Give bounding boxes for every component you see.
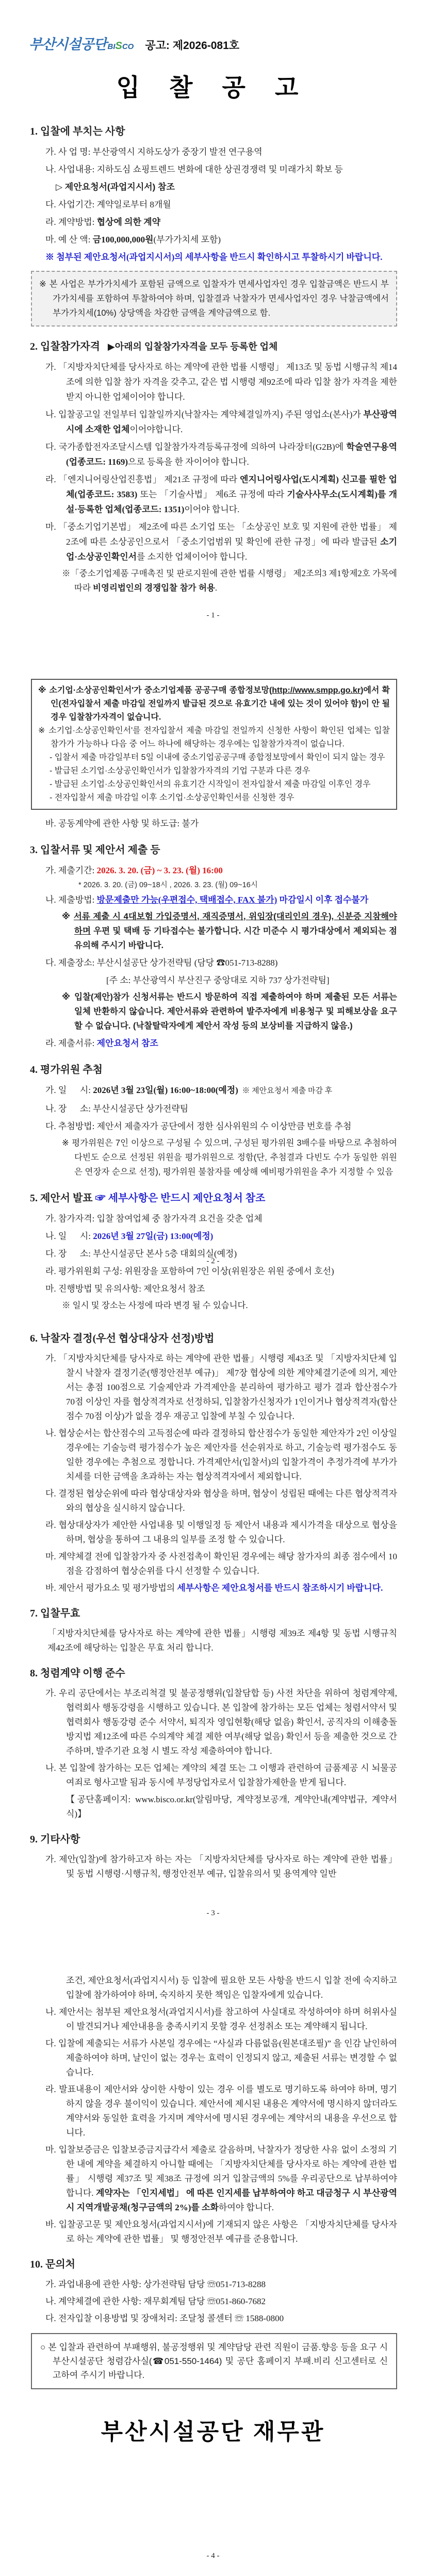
s2-heading-text: 2. 입찰참가자격 bbox=[30, 341, 100, 352]
s2-item-d bbox=[29, 472, 397, 517]
s6-item-d: 라. 협상대상자가 제안한 사업내용 및 이행일정 등 제안서 내용과 제시가격을 대상으로 협상을 하며, 협상을 통하여 그 내용의 일부를 조정 할 수 있습니다. bbox=[45, 1520, 397, 1544]
notice-number: 공고: 제2026-081호 bbox=[145, 40, 240, 52]
page-4 bbox=[0, 1974, 426, 2576]
s3-a-label: 가. 제출기간: bbox=[45, 866, 97, 875]
confirm-box-line2: ※ 소기업·소상공인확인서'를 전자입찰서 제출 마감일 전일까지 신청한 사항이 확인된 업체는 입찰참가가 가능하나 다음 중 어느 하나에 해당하는 경우에는 입찰참가자격이 없습니다. bbox=[38, 726, 390, 748]
s9-item-b: 나. 제안서는 첨부된 제안요청서(과업지시서)를 참고하여 사실대로 작성하여야 하며 허위사실이 발견되거나 제안내용을 충족시키지 못할 경우 선정취소 또는 계약해지 됩니다. bbox=[45, 2007, 397, 2031]
s1-note-check-rfp: ※ 첨부된 제안요청서(과업지시서)의 세부사항을 반드시 확인하시고 투찰하시기 바랍니다. bbox=[45, 252, 383, 262]
s5-item-procedure: 마. 진행방법 및 유의사항: 제안요청서 참조 bbox=[45, 1284, 205, 1294]
s2-note-post: . bbox=[215, 583, 218, 593]
s2-note-em: 비영리법인의 경쟁입찰 참가 허용 bbox=[93, 583, 215, 593]
s5-item-qualification: 가. 참가자격: 입찰 참여업체 중 참가자격 요건을 갖춘 업체 bbox=[45, 1214, 263, 1224]
page-number-3: - 3 - bbox=[206, 1909, 220, 1917]
s3-note1-mark: ※ bbox=[62, 912, 74, 921]
s6-item-f bbox=[29, 1581, 397, 1595]
s2-c-post: 으로 등록을 한 자이어야 합니다. bbox=[127, 457, 249, 467]
s9-item-a-part2: 조건, 제안요청서(과업지시서) 등 입찰에 필요한 모든 사항을 반드시 입찰 전에 숙지하고 입찰에 참가하여야 하며, 숙지하지 못한 책임은 입찰자에게 있습니다. bbox=[66, 1976, 397, 2000]
confirm-box-line4: - 발급된 소기업·소상공인확인서가 입찰참가자격의 기업 구분과 다른 경우 bbox=[50, 767, 310, 775]
s2-item-e bbox=[29, 519, 397, 564]
s3-item-period bbox=[29, 863, 397, 878]
page-title: 입 찰 공 고 bbox=[116, 74, 310, 101]
bid-notice-document bbox=[0, 33, 426, 2576]
pointing-hand-icon: ☞ bbox=[95, 1193, 108, 1204]
s6-item-a: 가. 「지방자치단체를 당사자로 하는 계약에 관한 법률」시행령 제43조 및 「지방자치단체 입찰시 낙찰자 결정기준(행정안전부 예규)」 제7장 협상에 의한 계약체결기준에 의거, 제안서는 총점 100점으로 기술제안과 가격제안을 분리하여 평가하고 평가 결과 합산점수가 70점 이상인 자를 협상적격자로 선정하되, 입찰참가신청자가 1인이거나 협상적격자(합산점수 70점 이상)가 없을 경우 재공고 입찰에 부칠 수 있습니다. bbox=[45, 1354, 397, 1421]
s1-vat-notice-box bbox=[31, 271, 397, 327]
corruption-report-text: ○ 본 입찰과 관련하여 부패행위, 불공정행위 및 계약담당 관련 직원이 금품.향응 등을 요구 시 부산시설공단 청렴감사실(☎051-550-1464) 및 공단 홈페이지 부패.비리 신고센터로 신고하여 주시기 바랍니다. bbox=[40, 2342, 388, 2380]
section-3-heading: 3. 입찰서류 및 제안서 제출 등 bbox=[30, 844, 160, 856]
confirm-box-line6: - 전자입찰서 제출 마감일 이후 소기업·소상공인확인서를 신청한 경우 bbox=[50, 793, 294, 802]
s10-item-contract-contact: 나. 계약체결에 관한 사항: 재무회계팀 담당 ☏051-860-7682 bbox=[45, 2296, 266, 2306]
page-2 bbox=[0, 679, 426, 1310]
s2-item-c bbox=[29, 439, 397, 469]
s6-f-pre: 바. 제안서 평가요소 및 평가방법의 bbox=[45, 1583, 177, 1593]
s1-item-budget bbox=[29, 232, 397, 247]
document-header bbox=[29, 33, 397, 53]
issuer-signature: 부산시설공단 재무관 bbox=[101, 2419, 325, 2444]
s3-note1-rest: 우편 및 택배 등 기타접수는 불가합니다. 시간 미준수 시 평가대상에서 제외되는 점 유의해 주시기 바랍니다. bbox=[74, 926, 397, 950]
s1-item-contract-method bbox=[29, 215, 397, 230]
s4-datetime-value: 2026년 3월 23일(월) 16:00~18:00(예정) bbox=[93, 1085, 238, 1095]
s2-item-a: 가. 「지방자치단체를 당사자로 하는 계약에 관한 법률 시행령」 제13조 및 동법 시행규칙 제14조에 의한 입찰 참가 자격을 갖추고, 같은 법 시행령 제92조에 따라 입찰 참가 자격을 제한받지 아니한 업체이어야 합니다. bbox=[45, 362, 397, 402]
s3-visit-only: 방문제출만 가능(우편접수, 택배접수, FAX 불가) bbox=[96, 895, 277, 905]
s9-item-a-part1: 가. 제안(입찰)에 참가하고자 하는 자는 「지방자치단체를 당사자로 하는 계약에 관한 법률」 및 동법 시행령·시행규칙, 행정안전부 예규, 입찰유의서 및 용역계약 일반 bbox=[45, 1854, 397, 1879]
s3-submission-period: 2026. 3. 20. (금) ~ 3. 23. (월) 16:00 bbox=[96, 866, 223, 875]
s1-item-rfp-reference: ▷ 제안요청서(과업지시서) 참조 bbox=[56, 182, 175, 192]
s2-nonprofit-note bbox=[29, 566, 397, 595]
s6-f-see-rfp: 세부사항은 제안요청서를 반드시 참조하시기 바랍니다. bbox=[177, 1583, 383, 1593]
section-9-heading: 9. 기타사항 bbox=[30, 1834, 80, 1845]
s5-item-datetime bbox=[29, 1229, 397, 1244]
smpp-link[interactable]: http://www.smpp.go.kr bbox=[272, 686, 361, 695]
s5-heading-sub: 세부사항은 반드시 제안요청서 참조 bbox=[108, 1193, 266, 1204]
s6-item-b: 나. 협상순서는 합산점수의 고득점순에 따라 결정하되 합산점수가 동일한 제안자가 2인 이상일 경우에는 기술능력 평가점수가 높은 제안자를 선순위자로 하고, 기술능력 평가점수도 동일한 경우에는 추첨으로 정합니다. 가격제안서(입찰서)의 입찰가격이 추정가격에 부가가치세를 더한 금액을 초과하는 자는 협상적격자에서 제외합니다. bbox=[45, 1428, 397, 1481]
s3-deadline-note: 마감일시 이후 접수불가 bbox=[277, 895, 369, 905]
budget-suffix: (부가가치세 포함) bbox=[153, 235, 221, 244]
s2-heading-sub: ▶아래의 입찰참가자격을 모두 등록한 업체 bbox=[107, 341, 278, 352]
bisco-logo-en bbox=[108, 40, 134, 52]
s2-d-pre: 라. 「엔지니어링산업진흥법」 제21조 규정에 따라 bbox=[45, 475, 240, 484]
s8-item-a: 가. 우리 공단에서는 부조리척결 및 불공정행위(입찰담합 등) 사전 차단을 위하여 청렴계약제, 협력회사 행동강령을 시행하고 있습니다. 본 입찰에 참가하는 모든 업체는 청렴서약서 및 협력회사 행동강령 준수 서약서, 퇴직자 영입현황(해당 없음) 확인서, 공직자의 이해충돌 방지법 제12조에 따른 수의계약 체결 제한 여부(해당 없음) 확인서 등을 제출한 것으로 간주하며, 발주기관 요청 시 별도 작성 제출하여야 합니다. bbox=[45, 1688, 397, 1756]
page-number-1: - 1 - bbox=[206, 611, 220, 619]
s3-no-return-note: ※ 입찰(제안)참가 신청서류는 반드시 방문하여 직접 제출하여야 하며 제출된 모든 서류는 일체 반환하지 않습니다. 제안서류와 관련하여 발주자에게 비용청구 및 피해보상을 요구 할 수 없습니다. (낙찰탈락자에게 제안서 작성 등의 보상비를 지급하지 않음.) bbox=[62, 992, 397, 1031]
s9-item-d: 라. 발표내용이 제안서와 상이한 사항이 있는 경우 이를 별도로 명기하도록 하여야 하며, 명기하지 않을 경우 불이익이 있습니다. 제안서에 제시된 내용은 계약서에 명시하지 않더라도 계약서와 동일한 효력을 가지며 계약서에 명시된 경우에는 계약서의 내용을 우선으로 합니다. bbox=[45, 2084, 397, 2138]
s10-item-task-contact: 가. 과업내용에 관한 사항: 상가전략팀 담당 ☏051-713-8288 bbox=[45, 2279, 266, 2289]
s5-item-place: 다. 장 소: 부산시설공단 본사 5층 대회의실(예정) bbox=[45, 1249, 237, 1259]
s2-e-pre: 마. 「중소기업기본법」 제2조에 따른 소기업 또는 「소상공인 보호 및 지원에 관한 법률」 제2조에 따른 소상공인으로서 「중소기업범위 및 확인에 관한 규정」에 따라 발급된 bbox=[45, 522, 397, 547]
s2-b-post: 이어야합니다. bbox=[129, 425, 183, 434]
s3-period-detail: * 2026. 3. 20. (금) 09~18시 , 2026. 3. 23. (월) 09~16시 bbox=[78, 881, 258, 889]
bisco-logo-co: CO bbox=[122, 42, 134, 51]
s2-d-mid: 또는 「기술사법」 제6조 규정에 따라 bbox=[137, 490, 287, 499]
bisco-logo-bi: BI bbox=[107, 42, 116, 51]
s2-d-em1: 엔지니어링사업(도시계획) 신고를 필한 업체(업종코드: 3583) bbox=[66, 475, 397, 499]
section-8-heading: 8. 청렴계약 이행 준수 bbox=[30, 1668, 125, 1679]
s3-item-place: 다. 제출장소: 부산시설공단 상가전략팀 (담당 ☎051-713-8288) bbox=[45, 958, 278, 968]
page-1 bbox=[0, 33, 426, 635]
s4-a-label: 가. 일 시: bbox=[45, 1085, 93, 1095]
vat-notice-text: ※ 본 사업은 부가가치세가 포함된 금액으로 입찰자가 면세사업자인 경우 입찰금액은 반드시 부가가치세를 포함하여 투찰하여야 하며, 입찰결과 낙찰자가 면세사업자인 경우 낙찰금액에서 부가가치세(10%) 상당액을 차감한 금액을 계약금액으로 함. bbox=[39, 280, 389, 318]
s3-item-docs bbox=[29, 1036, 397, 1051]
s9-e-stamp-duty: 계약자는 「인지세법」 에 따른 인지세를 납부하여야 하고 대금청구 시 부산광역시 지역개발공채(청구금액의 2%)를 소화 bbox=[66, 2188, 397, 2212]
s3-docs-value: 제안요청서 참조 bbox=[96, 1038, 158, 1048]
s5-b-label: 나. 일 시: bbox=[45, 1231, 93, 1241]
section-4-heading: 4. 평가위원 추첨 bbox=[30, 1064, 103, 1075]
confirm-box-line3: - 입찰서 제출 마감일부터 5일 이내에 중소기업공공구매 종합정보망에서 확인이 되지 않는 경우 bbox=[50, 753, 385, 762]
s2-e-post: 를 소지한 업체이어야 합니다. bbox=[137, 552, 248, 562]
s4-item-method: 다. 추첨방법: 제안서 제출자가 공단에서 정한 심사위원의 수 이상만큼 번호를 추첨 bbox=[45, 1121, 352, 1131]
confirm-l1-pre: ※ 소기업·소상공인확인서'가 중소기업제품 공공구매 종합정보망( bbox=[38, 686, 272, 695]
page-number-2: - 2 - bbox=[206, 1257, 220, 1265]
page-number-4: - 4 - bbox=[206, 2552, 220, 2560]
s2-note-pre: ※「중소기업제품 구매촉진 및 판로지원에 관한 법률 시행령」 제2조의3 제1항제2호 가목에 따라 bbox=[62, 568, 397, 593]
s3-item-method bbox=[29, 892, 397, 907]
s2-item-b bbox=[29, 407, 397, 437]
page-3 bbox=[0, 1331, 426, 1933]
s2-c-em: 학술연구용역(업종코드: 1169) bbox=[66, 442, 397, 467]
s9-e-pre: 마. 입찰보증금은 입찰보증금지급각서 제출로 갈음하며, 낙찰자가 정당한 사유 없이 소정의 기한 내에 계약을 체결하지 아니할 때에는 「지방자치단체를 당사자로 하는 계약에 관한 법률」 시행령 제37조 및 제38조 규정에 의거 입찰금액의 5%를 우리공단으로 납부하여야 합니다. bbox=[45, 2145, 397, 2198]
s10-item-ebid-contact: 다. 전자입찰 이용방법 및 장애처리: 조달청 콜센터 ☏ 1588-0800 bbox=[45, 2313, 284, 2323]
s4-committee-note: ※ 평가위원은 7인 이상으로 구성될 수 있으며, 구성된 평가위원 3배수를 바탕으로 추첨하여 다빈도 순으로 선정된 위원을 평가위원으로 정함(단, 추첨결과 다빈도 수가 동일한 위원은 연장자 순으로 선정), 평가위원 불참자를 예상해 예비평가위원을 추가 지정할 수 있음 bbox=[62, 1138, 397, 1177]
s9-item-f: 바. 입찰공고문 및 제안요청서(과업지시서)에 기재되지 않은 사항은 「지방자치단체를 당사자로 하는 계약에 관한 법률」 및 행정안전부 예규를 준용합니다. bbox=[45, 2220, 397, 2244]
s3-documents-note bbox=[29, 909, 397, 953]
bisco-logo-swoosh-icon: S bbox=[115, 40, 122, 52]
s2-e-em: 소기업·소상공인확인서 bbox=[66, 537, 397, 562]
s3-note1-underline: 서류 제출 시 4대보험 가입증명서, 재직증명서, 위임장(대리인의 경우), 신분증 지참해야 하며 bbox=[73, 912, 397, 936]
s5-item-committee: 라. 평가위원회 구성: 위원장을 포함하여 7인 이상(위원장은 위원 중에서 호선) bbox=[45, 1266, 334, 1276]
s6-item-e: 마. 계약체결 전에 입찰참가자 중 사전접촉이 확인된 경우에는 해당 참가자의 최종 점수에서 10점을 감점하여 협상순위를 다시 선정할 수 있습니다. bbox=[45, 1552, 397, 1576]
s3-item-address: [주 소: 부산광역시 부산진구 중앙대로 지하 737 상가전략팀] bbox=[106, 975, 330, 985]
bisco-logo: 부산시설공단 bbox=[29, 37, 107, 52]
s4-datetime-note: ※ 제안요청서 제출 마감 후 bbox=[238, 1087, 333, 1095]
s5-datetime-value: 2026년 3월 27일(금) 13:00(예정) bbox=[93, 1231, 214, 1241]
s2-b-em: 부산광역시에 소재한 업체 bbox=[66, 410, 397, 434]
s4-item-place: 나. 장 소: 부산시설공단 상가전략팀 bbox=[45, 1104, 189, 1114]
s2-confirmation-box bbox=[31, 679, 397, 810]
s3-b-label: 나. 제출방법: bbox=[45, 895, 97, 905]
section-5-heading bbox=[29, 1191, 397, 1206]
s2-c-pre: 다. 국가종합전자조달시스템 입찰참가자격등록규정에 의하여 나라장터(G2B)에 bbox=[45, 442, 347, 452]
s8-homepage: 【공단홈페이지: www.bisco.or.kr(알림마당, 계약정보공개, 계약안내(계약법규, 계약서식)】 bbox=[66, 1795, 397, 1819]
s9-item-c: 다. 입찰에 제출되는 서류가 사본일 경우에는 “사실과 다름없음(원본대조필)” 을 인감 날인하여 제출하여야 하며, 날인이 없는 경우는 효력이 인정되지 않고, 제출된 서류는 변경할 수 없습니다. bbox=[45, 2039, 397, 2077]
s2-b-pre: 나. 입찰공고일 전일부터 입찰일까지(낙찰자는 계약체결일까지) 주된 영업소(본사)가 bbox=[45, 410, 364, 419]
corruption-report-box bbox=[31, 2333, 397, 2389]
contract-method-label: 라. 계약방법: bbox=[45, 217, 97, 227]
s7-body: 「지방자치단체를 당사자로 하는 계약에 관한 법률」시행령 제39조 제4항 및 동법 시행규칙 제42조에 해당하는 입찰은 무효 처리 합니다. bbox=[47, 1628, 397, 1653]
contract-method-value: 협상에 의한 계약 bbox=[96, 217, 161, 227]
s4-item-datetime bbox=[29, 1083, 397, 1099]
s1-item-project-content: 나. 사업내용: 지하도심 쇼핑트렌드 변화에 대한 상권경쟁력 및 미래가치 확보 등 bbox=[45, 165, 343, 174]
confirm-l1-post: )에서 확인(전자입찰서 제출 마감일 전일까지 발급된 것으로 유효기간 내에 있는 것이 있어야 함)이 안 될 경우 입찰참가자격이 없습니다. bbox=[51, 686, 390, 722]
s5-heading-text: 5. 제안서 발표 bbox=[30, 1193, 95, 1204]
s1-item-period: 다. 사업기간: 계약일로부터 8개월 bbox=[45, 200, 171, 209]
s5-change-note: ※ 일시 및 장소는 사정에 따라 변경 될 수 있습니다. bbox=[62, 1300, 248, 1310]
s3-d-label: 라. 제출서류: bbox=[45, 1038, 97, 1048]
section-6-heading: 6. 낙찰자 결정(우선 협상대상자 선정)방법 bbox=[30, 1333, 215, 1344]
s6-item-c: 다. 결정된 협상순위에 따라 협상대상자와 협상을 하며, 협상이 성립된 때에는 다른 협상적격자와의 협상을 실시하지 않습니다. bbox=[45, 1489, 397, 1513]
s9-e-post: 하여야 합니다. bbox=[218, 2203, 274, 2212]
section-1-heading: 1. 입찰에 부치는 사항 bbox=[30, 126, 125, 137]
s2-d-post: 이어야 합니다. bbox=[184, 504, 240, 514]
section-2-heading bbox=[29, 339, 397, 354]
confirm-box-line5: - 발급된 소기업·소상공인확인서의 유효기간 시작일이 전자입찰서 제출 마감일 이후인 경우 bbox=[50, 780, 371, 789]
section-10-heading: 10. 문의처 bbox=[30, 2259, 75, 2270]
confirm-box-line1 bbox=[38, 684, 390, 724]
s2-d-em2: 기술사사무소(도시계획)를 개설·등록한 업체(업종코드: 1351) bbox=[66, 490, 397, 514]
s2-item-f: 바. 공동계약에 관한 사항 및 하도급: 불가 bbox=[45, 819, 199, 828]
s1-item-project-name: 가. 사 업 명: 부산광역시 지하도상가 중장기 발전 연구용역 bbox=[45, 147, 263, 157]
section-7-heading: 7. 입찰무효 bbox=[30, 1608, 80, 1619]
budget-label: 마. 예 산 액: bbox=[45, 235, 93, 244]
budget-value: 금100,000,000원 bbox=[92, 235, 154, 244]
s9-item-e bbox=[29, 2143, 397, 2215]
s8-item-b: 나. 본 입찰에 참가하는 모든 업체는 계약의 체결 또는 그 이행과 관련하여 금품제공 시 뇌물공여죄로 형사고발 됨과 동시에 부정당업자로서 입찰참가제한을 받게 됩니다. bbox=[45, 1763, 397, 1787]
